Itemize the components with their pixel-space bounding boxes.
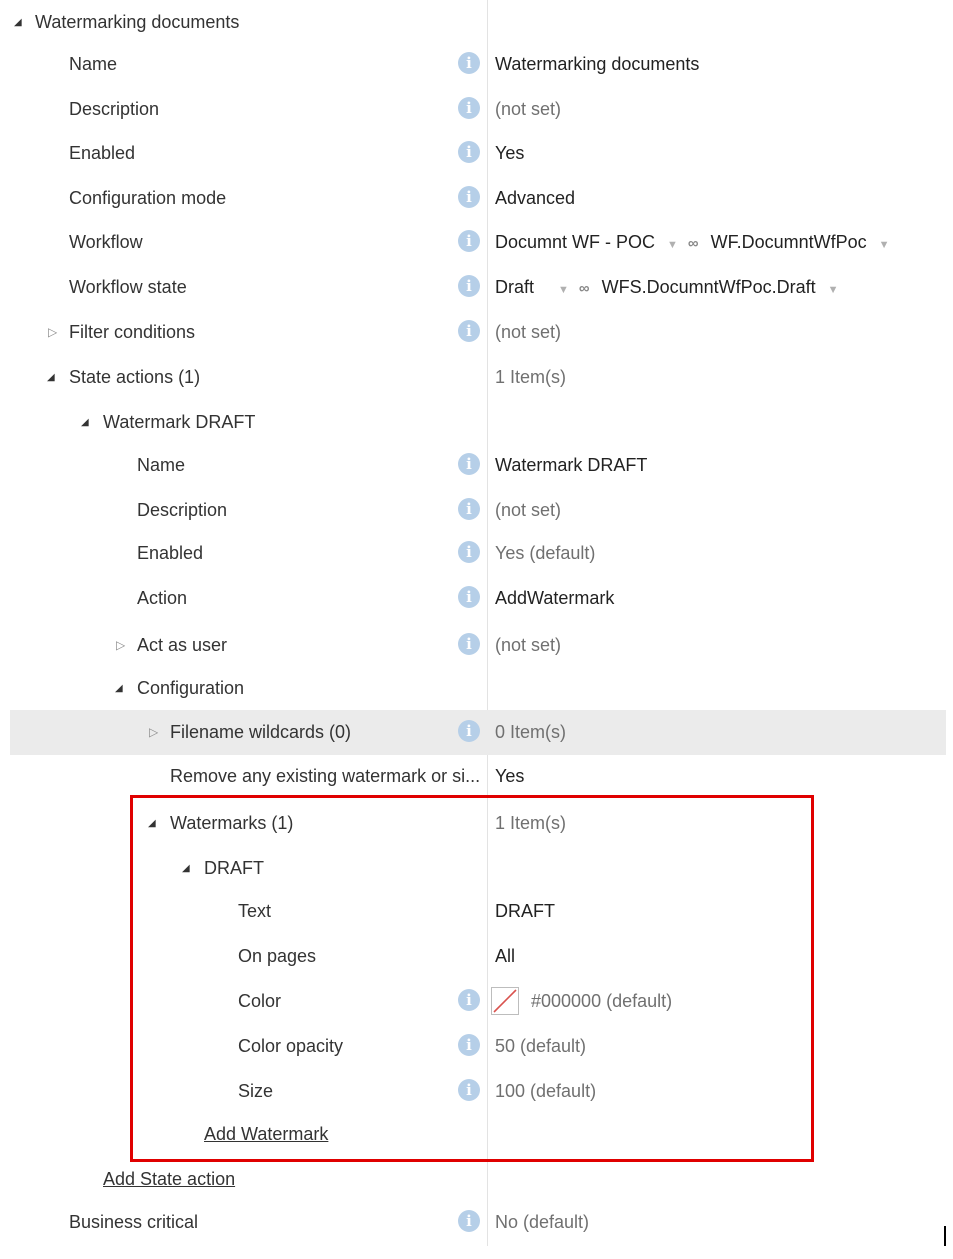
property-row-act-as-user[interactable]	[0, 623, 953, 668]
property-row-color[interactable]	[0, 979, 953, 1024]
property-row-size[interactable]	[0, 1069, 953, 1114]
info-icon[interactable]: i	[458, 989, 480, 1011]
info-icon[interactable]: i	[458, 586, 480, 608]
workflow-state-alias[interactable]: WFS.DocumntWfPoc.Draft	[601, 277, 816, 297]
add-state-action-link[interactable]: Add State action	[103, 1169, 236, 1189]
property-value[interactable]: Yes	[495, 766, 525, 786]
property-value[interactable]: 0 Item(s)	[495, 722, 567, 742]
triangle-expanded-icon[interactable]: ◢	[47, 372, 55, 383]
property-label: On pages	[238, 946, 317, 966]
property-value[interactable]: #000000 (default)	[531, 991, 673, 1011]
property-label: Workflow	[69, 232, 143, 252]
property-row-watermarks[interactable]	[0, 801, 953, 846]
info-icon[interactable]: i	[458, 275, 480, 297]
info-icon[interactable]: i	[458, 541, 480, 563]
property-value[interactable]: No (default)	[495, 1212, 590, 1232]
property-value[interactable]: 100 (default)	[495, 1081, 597, 1101]
property-value[interactable]: Watermarking documents	[495, 54, 700, 74]
watermark-title: DRAFT	[204, 858, 264, 878]
workflow-state-select[interactable]	[495, 265, 849, 310]
property-label: Configuration mode	[69, 188, 227, 208]
property-label: Name	[69, 54, 118, 74]
property-row-text[interactable]	[0, 889, 953, 934]
property-label: Configuration	[137, 678, 245, 698]
info-icon[interactable]: i	[458, 186, 480, 208]
property-label: Workflow state	[69, 277, 187, 297]
property-row-remove-existing[interactable]	[0, 754, 953, 799]
add-watermark-link[interactable]: Add Watermark	[204, 1124, 329, 1144]
info-icon[interactable]: i	[458, 498, 480, 520]
chevron-down-icon[interactable]: ▼	[878, 239, 890, 251]
info-icon[interactable]: i	[458, 453, 480, 475]
property-label: Action	[137, 588, 188, 608]
add-watermark-row	[0, 1112, 953, 1157]
property-value[interactable]: 50 (default)	[495, 1036, 587, 1056]
info-icon[interactable]: i	[458, 141, 480, 163]
link-icon: ∞	[578, 280, 590, 297]
property-value: 1 Item(s)	[495, 813, 567, 833]
workflow-value[interactable]: Documnt WF - POC	[495, 232, 656, 252]
property-label: Business critical	[69, 1212, 199, 1232]
property-value[interactable]: AddWatermark	[495, 588, 615, 608]
property-label: Color	[238, 991, 282, 1011]
property-row-action-enabled[interactable]	[0, 531, 953, 576]
chevron-down-icon[interactable]: ▼	[667, 239, 678, 251]
info-icon[interactable]: i	[458, 1079, 480, 1101]
property-row-name[interactable]	[0, 42, 953, 87]
property-row-description[interactable]	[0, 87, 953, 132]
section-header[interactable]	[0, 0, 953, 45]
property-row-filename-wildcards[interactable]	[10, 710, 946, 755]
info-icon[interactable]: i	[458, 52, 480, 74]
triangle-expanded-icon[interactable]: ◢	[148, 818, 156, 829]
configuration-header[interactable]	[0, 666, 953, 711]
info-icon[interactable]: i	[458, 230, 480, 252]
property-row-action[interactable]	[0, 576, 953, 621]
property-row-on-pages[interactable]	[0, 934, 953, 979]
info-icon[interactable]: i	[458, 1210, 480, 1232]
triangle-collapsed-icon[interactable]: ▷	[116, 638, 126, 652]
property-value[interactable]: (not set)	[495, 500, 562, 520]
property-label: Enabled	[69, 143, 136, 163]
text-cursor	[944, 1226, 946, 1246]
no-color-icon	[492, 988, 518, 1014]
property-value[interactable]: DRAFT	[495, 901, 555, 921]
property-row-action-description[interactable]	[0, 488, 953, 533]
property-row-state-actions[interactable]	[0, 355, 953, 400]
info-icon[interactable]: i	[458, 320, 480, 342]
property-value[interactable]: (not set)	[495, 99, 562, 119]
triangle-expanded-icon[interactable]: ◢	[14, 17, 22, 28]
property-row-business-critical[interactable]	[0, 1200, 953, 1245]
triangle-expanded-icon[interactable]: ◢	[182, 863, 190, 874]
property-label: Description	[137, 500, 228, 520]
triangle-expanded-icon[interactable]: ◢	[115, 683, 123, 694]
property-label: Act as user	[137, 635, 228, 655]
property-label: Filename wildcards (0)	[170, 722, 352, 742]
property-value[interactable]: All	[495, 946, 516, 966]
link-icon: ∞	[687, 235, 699, 252]
color-swatch[interactable]	[491, 987, 519, 1015]
watermark-draft-header[interactable]	[0, 846, 953, 891]
property-value[interactable]: Advanced	[495, 188, 576, 208]
property-label: Remove any existing watermark or si...	[170, 766, 481, 786]
state-action-header[interactable]	[0, 400, 953, 445]
property-value[interactable]: (not set)	[495, 322, 562, 342]
property-label: Enabled	[137, 543, 204, 563]
property-row-filter-conditions[interactable]	[0, 310, 953, 355]
workflow-state-value[interactable]: Draft	[495, 277, 535, 297]
workflow-select[interactable]	[495, 220, 900, 265]
add-state-action-row	[0, 1157, 953, 1202]
chevron-down-icon[interactable]: ▼	[558, 284, 569, 296]
property-label: Watermarks (1)	[170, 813, 294, 833]
workflow-alias[interactable]: WF.DocumntWfPoc	[710, 232, 867, 252]
chevron-down-icon[interactable]: ▼	[827, 284, 839, 296]
property-row-workflow[interactable]	[0, 220, 953, 265]
property-row-color-opacity[interactable]	[0, 1024, 953, 1069]
state-action-title: Watermark DRAFT	[103, 412, 256, 432]
info-icon[interactable]: i	[458, 1034, 480, 1056]
property-row-action-name[interactable]	[0, 443, 953, 488]
triangle-expanded-icon[interactable]: ◢	[81, 417, 89, 428]
property-value: 1 Item(s)	[495, 367, 567, 387]
property-row-workflow-state[interactable]	[0, 265, 953, 310]
property-label: Text	[238, 901, 272, 921]
property-value[interactable]: Yes (default)	[495, 543, 596, 563]
property-label: Description	[69, 99, 160, 119]
property-row-configuration-mode[interactable]	[0, 176, 953, 221]
info-icon[interactable]: i	[458, 633, 480, 655]
info-icon[interactable]: i	[458, 97, 480, 119]
info-icon[interactable]: i	[458, 720, 480, 742]
property-label: Name	[137, 455, 186, 475]
property-value[interactable]: (not set)	[495, 635, 562, 655]
property-row-enabled[interactable]	[0, 131, 953, 176]
property-label: Color opacity	[238, 1036, 344, 1056]
property-value[interactable]: Watermark DRAFT	[495, 455, 648, 475]
property-value[interactable]: Yes	[495, 143, 525, 163]
property-label: State actions (1)	[69, 367, 201, 387]
triangle-collapsed-icon[interactable]: ▷	[48, 325, 58, 339]
property-label: Size	[238, 1081, 274, 1101]
section-title: Watermarking documents	[35, 12, 240, 32]
property-label: Filter conditions	[69, 322, 196, 342]
triangle-collapsed-icon[interactable]: ▷	[149, 725, 159, 739]
